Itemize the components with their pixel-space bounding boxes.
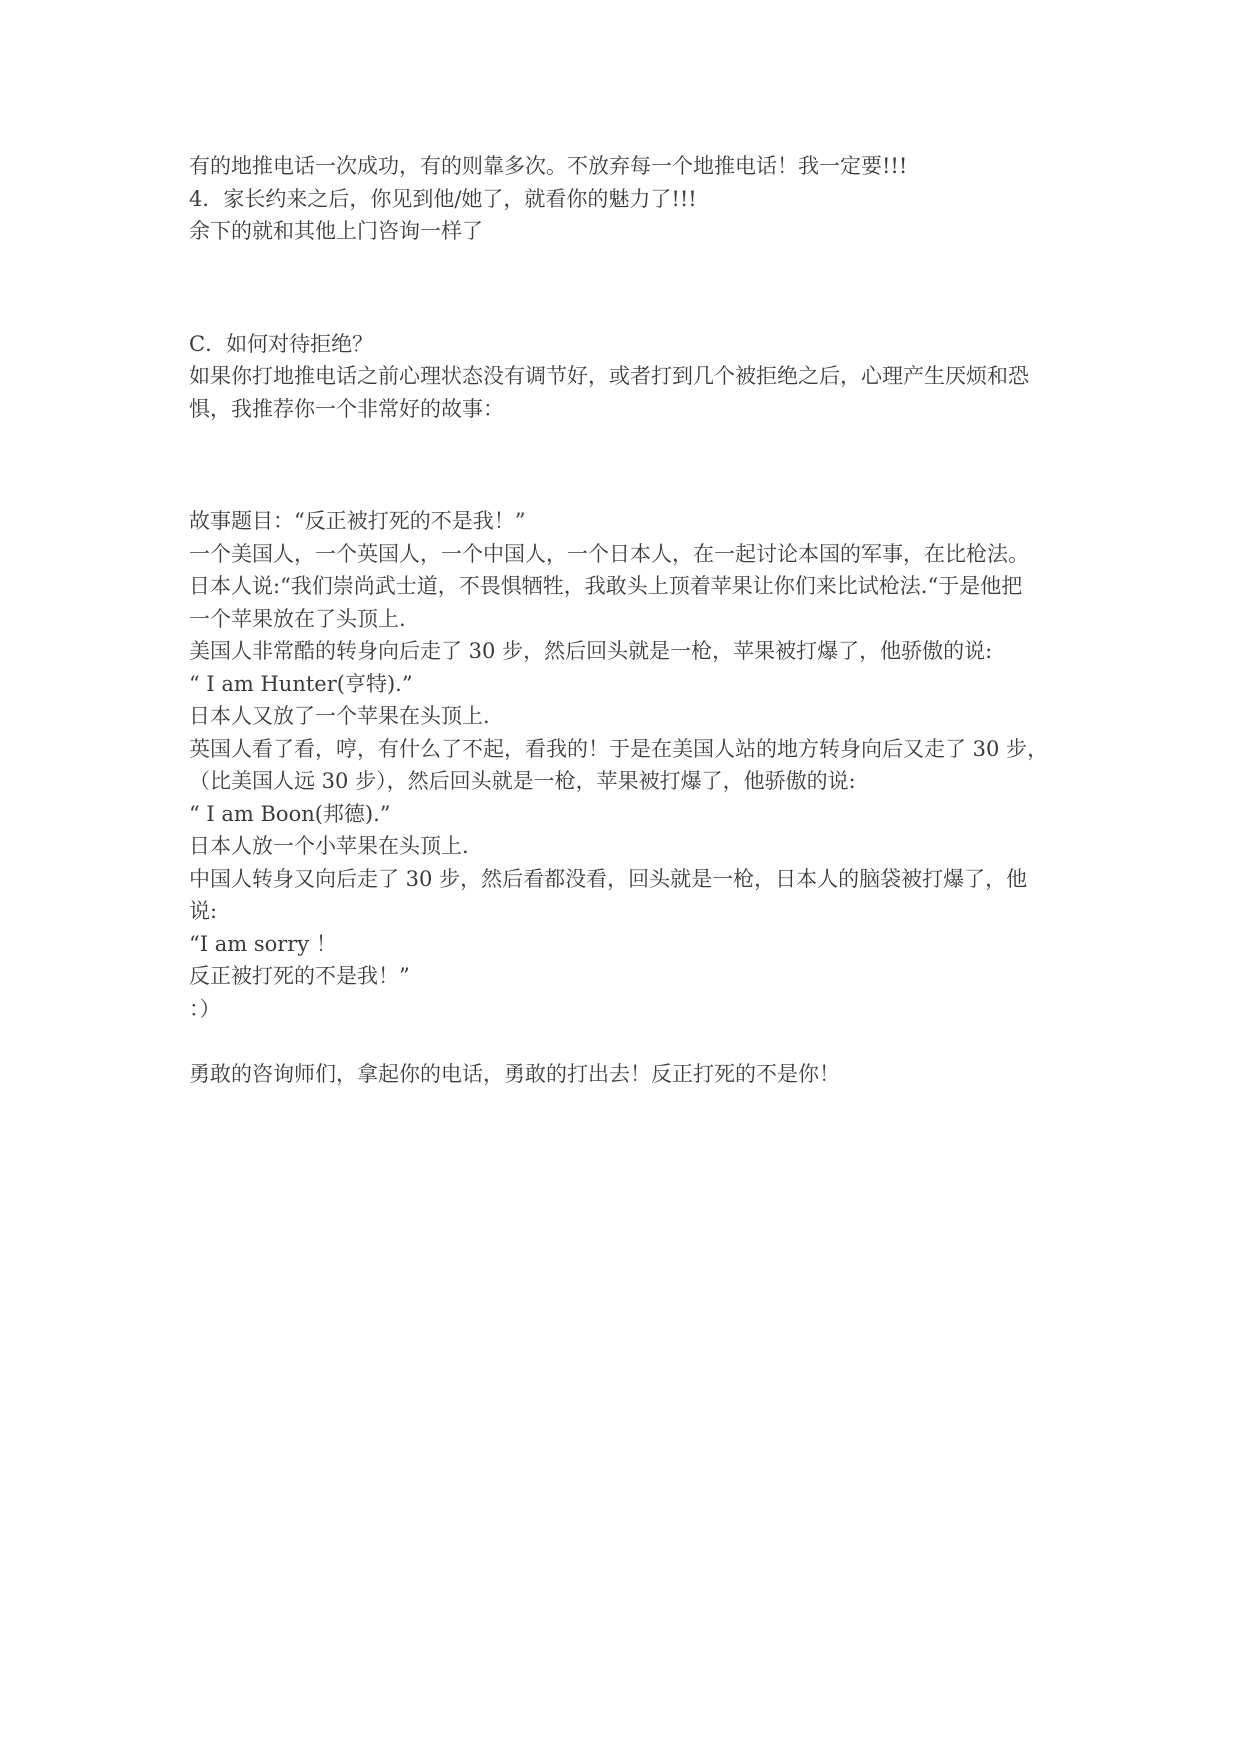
story-line: 美国人非常酷的转身向后走了 30 步，然后回头就是一枪，苹果被打爆了，他骄傲的说: bbox=[189, 639, 993, 663]
story-line: 一个苹果放在了头顶上. bbox=[189, 606, 406, 631]
story-line: ：） bbox=[189, 996, 221, 1021]
intro-line: 有的地推电话一次成功，有的则靠多次。不放弃每一个地推电话！我一定要!!! bbox=[189, 154, 908, 178]
story-line: 中国人转身又向后走了 30 步，然后看都没看，回头就是一枪，日本人的脑袋被打爆了，他 bbox=[189, 866, 1028, 891]
story-line: 日本人又放了一个苹果在头顶上. bbox=[189, 704, 490, 728]
intro-line: 余下的就和其他上门咨询一样了 bbox=[189, 219, 483, 243]
document-page bbox=[189, 150, 1059, 1090]
closing-line: 勇敢的咨询师们，拿起你的电话，勇敢的打出去！反正打死的不是你！ bbox=[189, 1061, 840, 1086]
story-line: “ I am Boon(邦德).” bbox=[189, 801, 391, 826]
spacer bbox=[189, 1025, 1059, 1058]
spacer bbox=[189, 248, 1059, 328]
story-line: “I am sorry ！ bbox=[189, 931, 337, 956]
story-line: 一个美国人，一个英国人，一个中国人，一个日本人，在一起讨论本国的军事，在比枪法。 bbox=[189, 541, 1029, 566]
section-c-paragraph-line: 如果你打地推电话之前心理状态没有调节好，或者打到几个被拒绝之后，心理产生厌烦和恐 bbox=[189, 364, 1029, 388]
story-line: “ I am Hunter(亨特).” bbox=[189, 671, 413, 696]
spacer bbox=[189, 425, 1059, 505]
story-line: 日本人说:“我们崇尚武士道，不畏惧牺牲，我敢头上顶着苹果让你们来比试枪法.“于是他把 bbox=[189, 574, 1023, 598]
story-line: 反正被打死的不是我！” bbox=[189, 964, 410, 988]
story-title: 故事题目：“反正被打死的不是我！” bbox=[189, 509, 526, 533]
story-line: 说: bbox=[189, 899, 218, 923]
section-c-heading: C．如何对待拒绝？ bbox=[189, 331, 374, 356]
story-line: 日本人放一个小苹果在头顶上. bbox=[189, 834, 469, 858]
story-line: 英国人看了看，哼，有什么了不起，看我的！于是在美国人站的地方转身向后又走了 30 步， bbox=[189, 736, 1049, 761]
intro-line: 4．家长约来之后，你见到他/她了，就看你的魅力了!!! bbox=[189, 186, 697, 211]
section-c-paragraph-line: 惧，我推荐你一个非常好的故事： bbox=[189, 396, 504, 421]
story-line: （比美国人远 30 步），然后回头就是一枪，苹果被打爆了，他骄傲的说: bbox=[189, 769, 856, 793]
